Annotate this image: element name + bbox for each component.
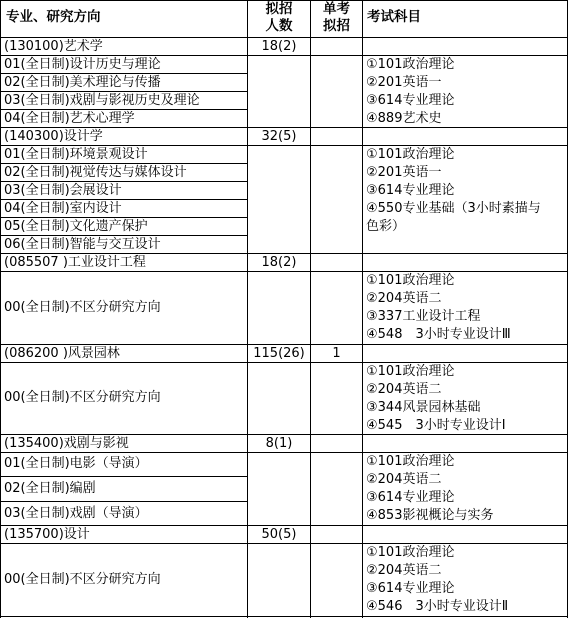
direction-item: 03(全日制)戏剧（导演） [4,506,148,521]
quota-value: 18(2) [261,255,297,270]
major-name: (135400)戏剧与影视 [4,436,129,451]
subject-item: ④550专业基础（3小时素描与 [366,201,541,216]
header-single-line2: 拟招 [323,18,350,34]
header-major: 专业、研究方向 [6,9,101,25]
header-quota-line1: 拟招 [265,1,293,17]
subject-item: ④546 3小时专业设计Ⅱ [366,599,509,614]
subject-item: ②201英语一 [366,165,442,180]
row-line [0,271,568,272]
direction-item: 02(全日制)美术理论与传播 [4,75,161,90]
subject-item: ④548 3小时专业设计Ⅲ [366,327,511,342]
direction-item: 02(全日制)编剧 [4,481,96,496]
quota-value: 115(26) [253,346,305,361]
major-name: (140300)设计学 [4,129,103,144]
subject-item: ①101政治理论 [366,454,455,469]
major-name: (085507 )工业设计工程 [4,255,146,270]
major-name: (086200 )风景园林 [4,346,120,361]
subject-item: ③337工业设计工程 [366,309,481,324]
direction-item: 05(全日制)文化遗产保护 [4,219,148,234]
subject-item: ③614专业理论 [366,183,455,198]
row-line [0,452,568,453]
direction-item: 06(全日制)智能与交互设计 [4,237,161,252]
row-line [0,543,568,544]
direction-item: 03(全日制)会展设计 [4,183,122,198]
direction-item: 01(全日制)环境景观设计 [4,147,148,162]
subject-item: ②201英语一 [366,75,442,90]
subject-item: ④545 3小时专业设计Ⅰ [366,418,506,433]
major-name: (130100)艺术学 [4,39,103,54]
subject-item: ④853影视概论与实务 [366,508,494,523]
header-quota-line2: 人数 [265,18,293,34]
direction-item: 03(全日制)戏剧与影视历史及理论 [4,93,200,108]
row-line [0,362,568,363]
direction-item: 00(全日制)不区分研究方向 [4,390,161,405]
subject-item: ①101政治理论 [366,147,455,162]
quota-value: 18(2) [261,39,297,54]
subject-item: ③614专业理论 [366,93,455,108]
row-line [0,476,248,477]
quota-value: 50(5) [261,527,297,542]
direction-item: 04(全日制)艺术心理学 [4,111,135,126]
subject-item: ③614专业理论 [366,581,455,596]
subject-item: ②204英语二 [366,563,442,578]
header-subjects: 考试科目 [367,9,421,25]
direction-item: 01(全日制)电影（导演） [4,456,148,471]
quota-value: 32(5) [261,129,297,144]
major-name: (135700)设计 [4,527,90,542]
header-single-line1: 单考 [323,1,350,17]
subject-item: ①101政治理论 [366,364,455,379]
table-border-bottom [0,616,568,617]
direction-item: 01(全日制)设计历史与理论 [4,57,161,72]
subject-item: ④889艺术史 [366,111,442,126]
direction-item: 00(全日制)不区分研究方向 [4,300,161,315]
subject-item: 色彩） [366,219,406,234]
subject-item: ③344风景园林基础 [366,400,481,415]
direction-item: 00(全日制)不区分研究方向 [4,572,161,587]
subject-item: ②204英语二 [366,291,442,306]
direction-item: 02(全日制)视觉传达与媒体设计 [4,165,187,180]
subject-item: ②204英语二 [366,382,442,397]
subject-item: ①101政治理论 [366,273,455,288]
subject-item: ③614专业理论 [366,490,455,505]
quota-value: 8(1) [265,436,293,451]
row-line [0,501,248,502]
subject-item: ②204英语二 [366,472,442,487]
subject-item: ①101政治理论 [366,545,455,560]
direction-item: 04(全日制)室内设计 [4,201,122,216]
single-quota-value: 1 [332,346,341,361]
subject-item: ①101政治理论 [366,57,455,72]
